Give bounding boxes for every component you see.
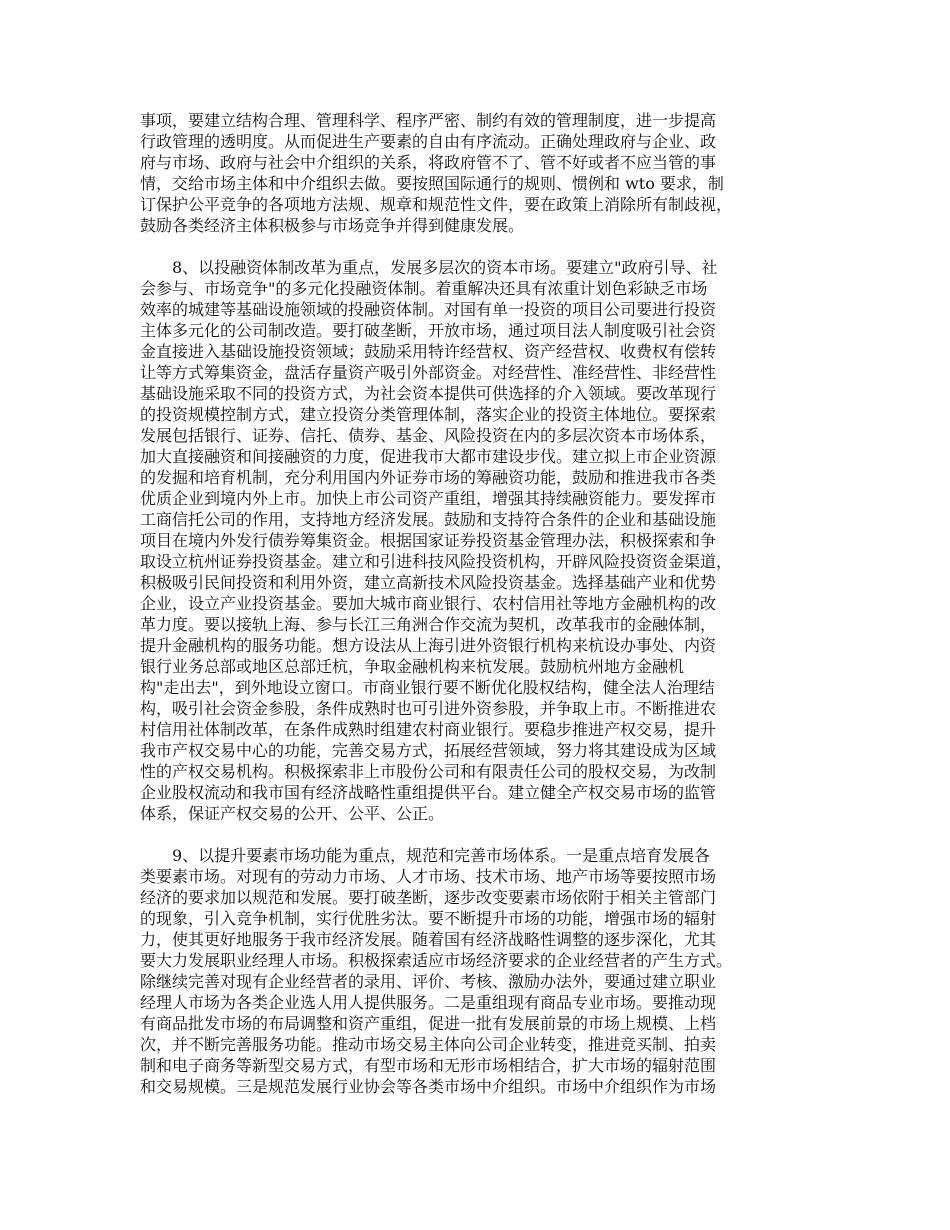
paragraph-8	[140, 257, 820, 824]
text-line: 力，使其更好地服务于我市经济发展。随着国有经济战略性调整的逐步深化，尤其	[140, 930, 717, 949]
text-line: 府与市场、政府与社会中介组织的关系，将政府管不了、管不好或者不应当管的事	[140, 153, 717, 172]
text-line: 企业股权流动和我市国有经济战略性重组提供平台。建立健全产权交易市场的监管	[140, 783, 717, 802]
text-line: 金直接进入基础设施投资领域；鼓励采用特许经营权、资产经营权、收费权有偿转	[140, 342, 717, 361]
text-line: 次，并不断完善服务功能。推动市场交易主体向公司企业转变，推进竞买制、拍卖	[140, 1035, 717, 1054]
text-line: 主体多元化的公司制改造。要打破垄断，开放市场，通过项目法人制度吸引社会资	[140, 321, 717, 340]
text-line: 基础设施采取不同的投资方式，为社会资本提供可供选择的介入领域。要改革现行	[140, 384, 717, 403]
text-line: 效率的城建等基础设施领域的投融资体制。对国有单一投资的项目公司要进行投资	[140, 300, 717, 319]
text-line: 类要素市场。对现有的劳动力市场、人才市场、技术市场、地产市场等要按照市场	[140, 867, 717, 886]
text-line: 的发掘和培育机制，充分利用国内外证券市场的筹融资功能，鼓励和推进我市各类	[140, 468, 717, 487]
text-line: 有商品批发市场的布局调整和资产重组，促进一批有发展前景的市场上规模、上档	[140, 1014, 717, 1033]
text-line: 的投资规模控制方式，建立投资分类管理体制，落实企业的投资主体地位。要探索	[140, 405, 717, 424]
text-line: 构，吸引社会资金参股，条件成熟时也可引进外资参股，并争取上市。不断推进农	[140, 699, 717, 718]
paragraph-intro-cont	[140, 110, 820, 236]
text-line: 银行业务总部或地区总部迁杭，争取金融机构来杭发展。鼓励杭州地方金融机	[140, 657, 685, 676]
paragraph-9	[140, 845, 820, 1097]
text-line: 村信用社体制改革，在条件成熟时组建农村商业银行。要稳步推进产权交易，提升	[140, 720, 717, 739]
text-line: 经济的要求加以规范和发展。要打破垄断，逐步改变要素市场依附于相关主管部门	[140, 888, 717, 907]
text-line: 8、以投融资体制改革为重点，发展多层次的资本市场。要建立"政府引导、社	[140, 258, 718, 277]
text-line: 情，交给市场主体和中介组织去做。要按照国际通行的规则、惯例和 wto 要求，制	[140, 174, 724, 193]
text-line: 9、以提升要素市场功能为重点，规范和完善市场体系。一是重点培育发展各	[140, 846, 711, 865]
text-line: 积极吸引民间投资和利用外资，建立高新技术风险投资基金。选择基础产业和优势	[140, 573, 717, 592]
text-line: 让等方式筹集资金，盘活存量资产吸引外部资金。对经营性、准经营性、非经营性	[140, 363, 717, 382]
text-line: 企业，设立产业投资基金。要加大城市商业银行、农村信用社等地方金融机构的改	[140, 594, 717, 613]
text-line: 优质企业到境内外上市。加快上市公司资产重组，增强其持续融资能力。要发挥市	[140, 489, 717, 508]
text-line: 构"走出去"，到外地设立窗口。市商业银行要不断优化股权结构，健全法人治理结	[140, 678, 715, 697]
text-line: 行政管理的透明度。从而促进生产要素的自由有序流动。正确处理政府与企业、政	[140, 132, 717, 151]
text-line: 制和电子商务等新型交易方式，有型市场和无形市场相结合，扩大市场的辐射范围	[140, 1056, 717, 1075]
text-line: 项目在境内外发行债券筹集资金。根据国家证券投资基金管理办法，积极探索和争	[140, 531, 717, 550]
text-line: 除继续完善对现有企业经营者的录用、评价、考核、激励办法外，要通过建立职业	[140, 972, 717, 991]
text-line: 发展包括银行、证券、信托、债券、基金、风险投资在内的多层次资本市场体系，	[140, 426, 717, 445]
text-line: 取设立杭州证券投资基金。建立和引进科技风险投资机构，开辟风险投资资金渠道，	[140, 552, 733, 571]
text-line: 我市产权交易中心的功能，完善交易方式，拓展经营领域，努力将其建设成为区域	[140, 741, 717, 760]
text-line: 和交易规模。三是规范发展行业协会等各类市场中介组织。市场中介组织作为市场	[140, 1077, 717, 1096]
text-line: 订保护公平竞争的各项地方法规、规章和规范性文件，要在政策上消除所有制歧视，	[140, 195, 733, 214]
text-line: 要大力发展职业经理人市场。积极探索适应市场经济要求的企业经营者的产生方式。	[140, 951, 733, 970]
text-line: 会参与、市场竞争"的多元化投融资体制。着重解决还具有浓重计划色彩缺乏市场	[140, 279, 708, 298]
text-line: 革力度。要以接轨上海、参与长江三角洲合作交流为契机，改革我市的金融体制，	[140, 615, 717, 634]
text-line: 的现象，引入竞争机制，实行优胜劣汰。要不断提升市场的功能，增强市场的辐射	[140, 909, 717, 928]
text-line: 鼓励各类经济主体积极参与市场竞争并得到健康发展。	[140, 216, 525, 235]
text-line: 体系，保证产权交易的公开、公平、公正。	[140, 804, 445, 823]
text-line: 事项，要建立结构合理、管理科学、程序严密、制约有效的管理制度，进一步提高	[140, 111, 717, 130]
text-line: 提升金融机构的服务功能。想方设法从上海引进外资银行机构来杭设办事处、内资	[140, 636, 717, 655]
text-line: 经理人市场为各类企业选人用人提供服务。二是重组现有商品专业市场。要推动现	[140, 993, 717, 1012]
text-line: 工商信托公司的作用，支持地方经济发展。鼓励和支持符合条件的企业和基础设施	[140, 510, 717, 529]
text-line: 性的产权交易机构。积极探索非上市股份公司和有限责任公司的股权交易，为改制	[140, 762, 717, 781]
text-line: 加大直接融资和间接融资的力度，促进我市大都市建设步伐。建立拟上市企业资源	[140, 447, 717, 466]
document-page	[140, 110, 820, 1118]
